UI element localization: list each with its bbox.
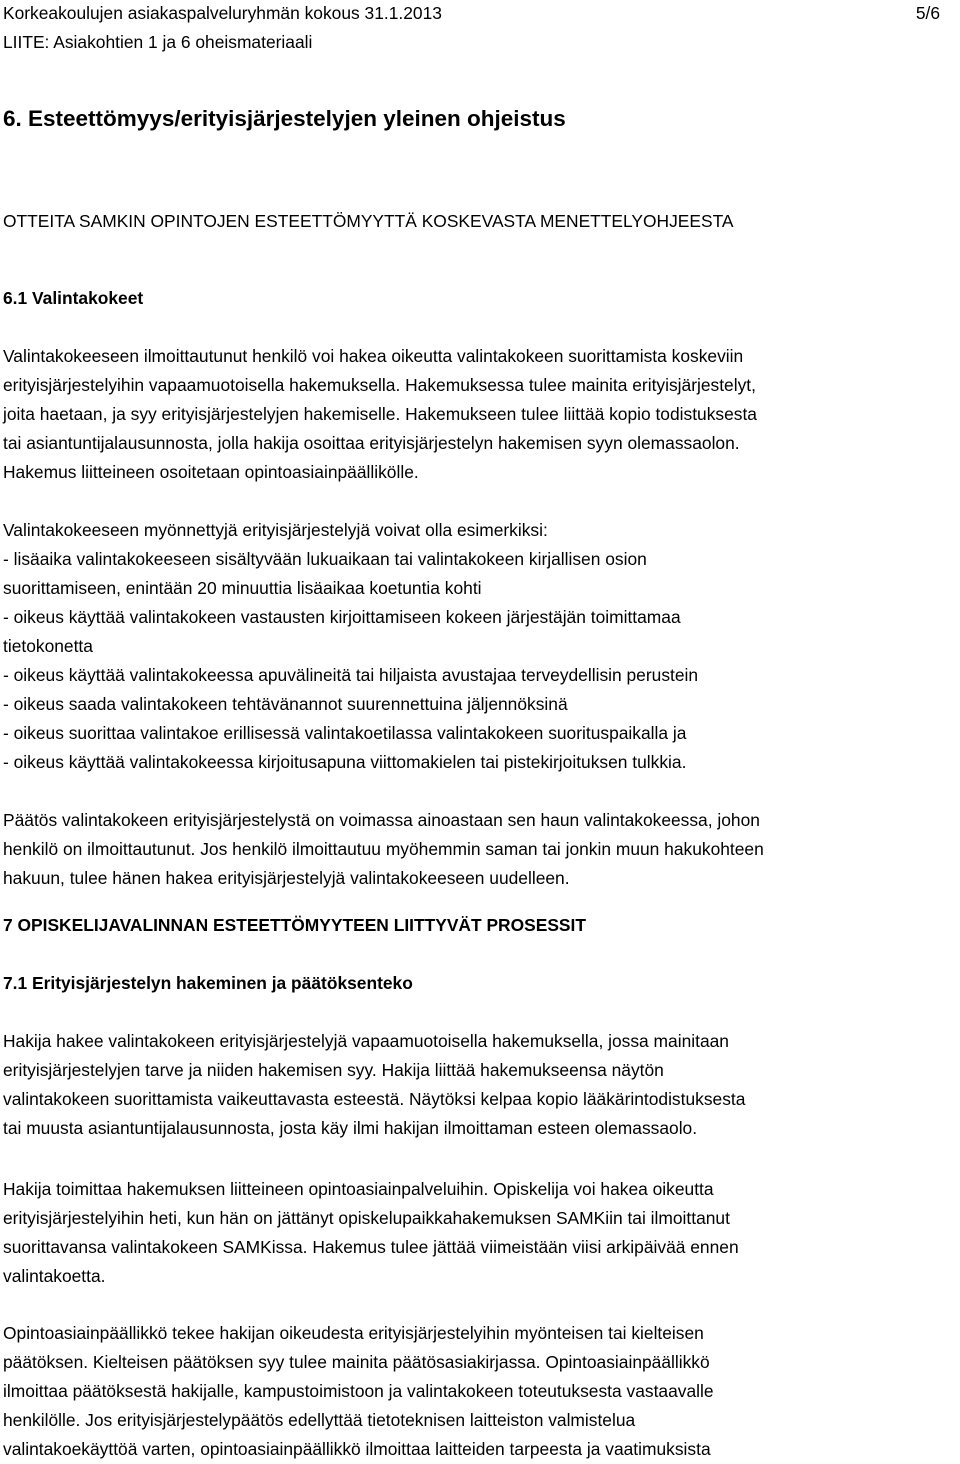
list-item: - lisäaika valintakokeeseen sisältyvään lukuaikaan tai valintakokeen kirjallisen osion [3,549,647,569]
section-6-1-paragraph-2 [3,516,960,777]
list-item: - oikeus käyttää valintakokeessa apuvälineitä tai hiljaista avustajaa terveydellisin perustein [3,665,699,685]
section-6-1-heading [3,284,960,313]
list-item: - oikeus käyttää valintakokeessa kirjoitusapuna viittomakielen tai pistekirjoituksen tulkkia. [3,752,687,772]
section-7-heading [3,911,960,940]
section-7-heading-text: 7 OPISKELIJAVALINNAN ESTEETTÖMYYTEEN LIITTYVÄT PROSESSIT [3,915,586,935]
text-line: henkilö on ilmoittautunut. Jos henkilö ilmoittautuu myöhemmin saman tai jonkin muun hakukohteen [3,839,764,859]
text-line: erityisjärjestelyjen tarve ja niiden hakemisen syy. Hakija liittää hakemukseensa näytön [3,1060,664,1080]
text-line: Valintakokeeseen ilmoittautunut henkilö voi hakea oikeutta valintakokeen suorittamista koskeviin [3,346,744,366]
list-item: - oikeus käyttää valintakokeen vastausten kirjoittamiseen kokeen järjestäjän toimittamaa [3,607,681,627]
text-line: erityisjärjestelyihin vapaamuotoisella hakemuksella. Hakemuksessa tulee mainita erityisjärjestelyt, [3,375,756,395]
section-7-1-paragraph-2 [3,1175,960,1291]
text-line: Hakija toimittaa hakemuksen liitteineen opintoasiainpalveluihin. Opiskelija voi hakea oikeutta [3,1179,714,1199]
text-line: Opintoasiainpäällikkö tekee hakijan oikeudesta erityisjärjestelyihin myönteisen tai kielteisen [3,1323,704,1343]
page-number: 5/6 [915,3,940,23]
list-item: - oikeus saada valintakokeen tehtävänannot suurennettuina jäljennöksinä [3,694,568,714]
text-line: hakuun, tulee hänen hakea erityisjärjestelyjä valintakokeeseen uudelleen. [3,868,570,888]
text-line: valintakokeen suorittamista vaikeuttavasta esteestä. Näytöksi kelpaa kopio lääkärintodistuksesta [3,1089,746,1109]
text-line: erityisjärjestelyihin heti, kun hän on jättänyt opiskelupaikkahakemuksen SAMKiin tai ilmoittanut [3,1208,730,1228]
text-line: suorittavansa valintakokeen SAMKissa. Hakemus tulee jättää viimeistään viisi arkipäivää ennen [3,1237,739,1257]
section-7-1-heading [3,969,960,998]
text-line: Päätös valintakokeen erityisjärjestelystä on voimassa ainoastaan sen haun valintakokeessa, johon [3,810,760,830]
text-line: tai asiantuntijalausunnosta, jolla hakija osoittaa erityisjärjestelyn hakemisen syyn olemassaolon. [3,433,740,453]
text-line: tietokonetta [3,636,93,656]
running-header [3,1,960,25]
subheading-text: OTTEITA SAMKIN OPINTOJEN ESTEETTÖMYYTTÄ KOSKEVASTA MENETTELYOHJEESTA [3,211,734,231]
text-line: päätöksen. Kielteisen päätöksen syy tulee mainita päätösasiakirjassa. Opintoasiainpäällikkö [3,1352,710,1372]
text-line: Valintakokeeseen myönnettyjä erityisjärjestelyjä voivat olla esimerkiksi: [3,520,548,540]
subheading [3,207,960,236]
text-line: Hakemus liitteineen osoitetaan opintoasiainpäällikölle. [3,462,419,482]
text-line: Hakija hakee valintakokeen erityisjärjestelyjä vapaamuotoisella hakemuksella, jossa mainitaan [3,1031,729,1051]
text-line: suorittamiseen, enintään 20 minuuttia lisäaikaa koetuntia kohti [3,578,482,598]
main-heading: 6. Esteettömyys/erityisjärjestelyjen yleinen ohjeistus [3,106,566,131]
text-line: valintakoetta. [3,1266,106,1286]
section-6-1-paragraph-1 [3,342,960,487]
list-item: - oikeus suorittaa valintakoe erillisessä valintakoetilassa valintakokeen suorituspaikalla ja [3,723,687,743]
text-line: ilmoittaa päätöksestä hakijalle, kampustoimistoon ja valintakokeen toteutuksesta vastaavalle [3,1381,714,1401]
text-line: henkilölle. Jos erityisjärjestelypäätös edellyttää tietoteknisen laitteiston valmistelua [3,1410,636,1430]
section-6-1-heading-text: 6.1 Valintakokeet [3,288,144,308]
text-line: tai muusta asiantuntijalausunnosta, josta käy ilmi hakijan ilmoittaman esteen olemassaolo. [3,1118,698,1138]
text-line: valintakoekäyttöä varten, opintoasiainpäällikkö ilmoittaa laitteiden tarpeesta ja vaatimuksista [3,1439,711,1459]
text-line: joita haetaan, ja syy erityisjärjestelyjen hakemiselle. Hakemukseen tulee liittää kopio todistuksesta [3,404,757,424]
section-7-1-heading-text: 7.1 Erityisjärjestelyn hakeminen ja päätöksenteko [3,973,413,993]
section-6-1-paragraph-3 [3,806,960,893]
section-7-1-paragraph-3 [3,1319,960,1464]
header-title: Korkeakoulujen asiakaspalveluryhmän kokous 31.1.2013 [3,3,442,23]
section-7-1-paragraph-1 [3,1027,960,1143]
attachment-line: LIITE: Asiakohtien 1 ja 6 oheismateriaali [3,32,313,52]
